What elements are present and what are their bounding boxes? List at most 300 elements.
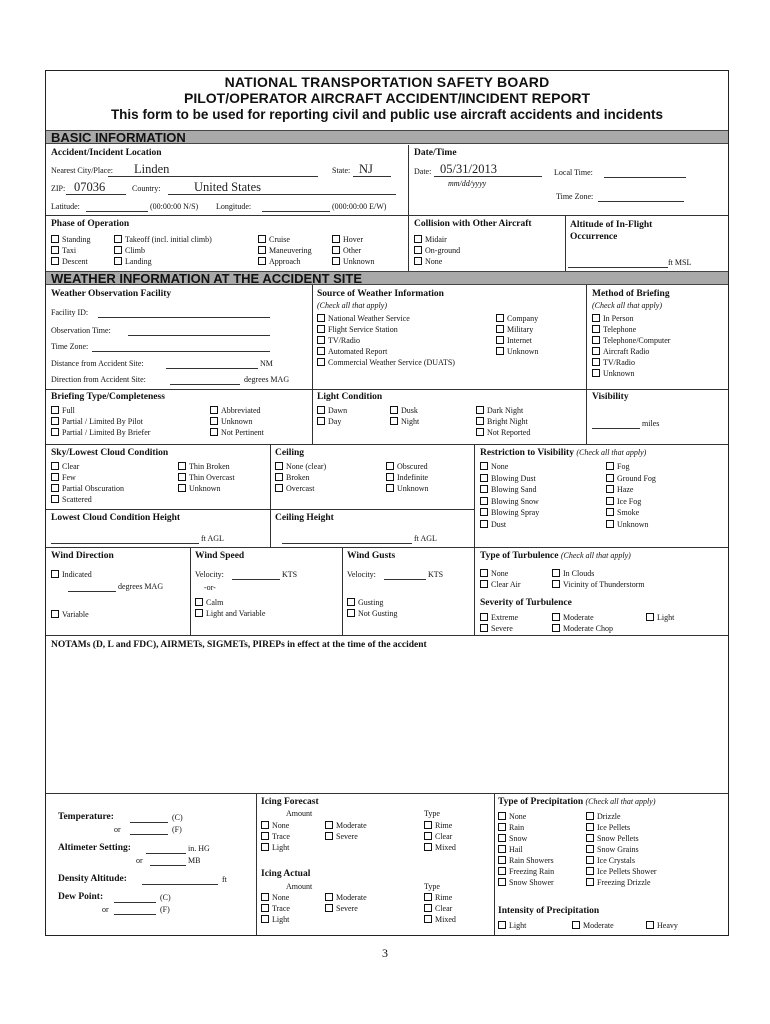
tv-radio-checkbox[interactable] [592, 357, 635, 368]
checkbox-box[interactable] [210, 417, 218, 425]
checkbox-box[interactable] [325, 893, 333, 901]
checkbox-box[interactable] [586, 812, 594, 820]
checkbox-box[interactable] [317, 358, 325, 366]
checkbox-box[interactable] [261, 915, 269, 923]
checkbox-box[interactable] [424, 893, 432, 901]
checkbox-box[interactable] [480, 624, 488, 632]
mixed-checkbox[interactable] [424, 842, 456, 853]
density-ft-unit: ft [222, 875, 227, 884]
checkbox-box[interactable] [606, 508, 614, 516]
icing-actual-amount-label: Amount [286, 882, 313, 891]
snow-checkbox[interactable] [498, 833, 527, 844]
checkbox-label: Ground Fog [617, 473, 656, 483]
broken-checkbox[interactable] [275, 472, 310, 483]
checkbox-box[interactable] [606, 474, 614, 482]
automated-report-checkbox[interactable] [317, 346, 387, 357]
checkbox-box[interactable] [498, 856, 506, 864]
checkbox-box[interactable] [586, 856, 594, 864]
standing-checkbox[interactable]: Standing [51, 234, 90, 245]
zip-label: ZIP: [51, 184, 66, 193]
checkbox-box[interactable] [498, 823, 506, 831]
checkbox-label: Day [328, 417, 342, 426]
checkbox-box[interactable] [325, 832, 333, 840]
direction-unit: degrees MAG [244, 375, 290, 384]
moderate-checkbox[interactable] [325, 820, 367, 831]
ground-fog-checkbox[interactable] [606, 473, 656, 484]
vicinity-of-thunderstorm-checkbox[interactable] [552, 579, 645, 590]
rime-checkbox[interactable] [424, 892, 452, 903]
approach-checkbox[interactable]: Approach [258, 256, 301, 267]
freezing-drizzle-checkbox[interactable] [586, 877, 651, 888]
checkbox-label: Rain Showers [509, 856, 554, 865]
clear-air-checkbox[interactable] [480, 579, 521, 590]
blowing-dust-checkbox[interactable] [480, 473, 536, 484]
checkbox-box[interactable] [414, 257, 422, 265]
checkbox-box[interactable] [480, 580, 488, 588]
in-person-checkbox[interactable] [592, 313, 633, 324]
altimeter-inhg-unit: in. HG [188, 844, 210, 853]
trace-checkbox[interactable] [261, 831, 290, 842]
local-time-label: Local Time: [554, 168, 593, 177]
checkbox-box[interactable] [552, 624, 560, 632]
checkbox-box[interactable] [586, 867, 594, 875]
unknown-checkbox[interactable] [210, 416, 253, 427]
checkbox-box[interactable] [386, 473, 394, 481]
checkbox-box[interactable] [51, 406, 59, 414]
night-checkbox[interactable] [390, 416, 419, 427]
checkbox-box[interactable] [606, 462, 614, 470]
checkbox-box[interactable] [572, 921, 580, 929]
checkbox-box[interactable] [480, 613, 488, 621]
mixed-checkbox[interactable] [424, 914, 456, 925]
checkbox-label: Clear [435, 832, 453, 841]
checkbox-box[interactable] [586, 878, 594, 886]
checkbox-box[interactable] [51, 428, 59, 436]
longitude-label: Longitude: [216, 202, 252, 211]
checkbox-box[interactable] [317, 336, 325, 344]
lowest-cloud-unit: ft AGL [201, 534, 224, 543]
checkbox-box[interactable] [275, 473, 283, 481]
unknown-checkbox[interactable] [606, 519, 649, 530]
none-checkbox[interactable] [261, 820, 289, 831]
telephone-checkbox[interactable] [592, 324, 636, 335]
indefinite-checkbox[interactable] [386, 472, 428, 483]
fog-checkbox[interactable] [606, 461, 629, 472]
snow-shower-checkbox[interactable] [498, 877, 554, 888]
checkbox-box[interactable] [586, 823, 594, 831]
checkbox-box[interactable] [498, 834, 506, 842]
checkbox-box[interactable] [51, 484, 59, 492]
partial-limited-by-briefer-checkbox[interactable] [51, 427, 150, 438]
checkbox-label: Thin Overcast [189, 473, 235, 482]
dusk-checkbox[interactable] [390, 405, 418, 416]
extreme-checkbox[interactable] [480, 612, 518, 623]
checkbox-box[interactable] [51, 473, 59, 481]
clear-checkbox[interactable] [424, 903, 452, 914]
checkbox-box[interactable] [480, 485, 488, 493]
internet-checkbox[interactable] [496, 335, 532, 346]
unknown-checkbox[interactable] [496, 346, 539, 357]
checkbox-label: Clear [435, 904, 453, 913]
on-ground-checkbox[interactable] [414, 245, 460, 256]
none-checkbox[interactable] [498, 811, 526, 822]
facility-id-label: Facility ID: [51, 308, 89, 317]
checkbox-label: Ice Crystals [597, 856, 635, 865]
checkbox-box[interactable] [178, 484, 186, 492]
checkbox-label: Drizzle [597, 812, 621, 821]
date-format: mm/dd/yyyy [448, 179, 487, 188]
clear-checkbox[interactable] [51, 461, 79, 472]
ceiling-height-unit: ft AGL [414, 534, 437, 543]
checkbox-box[interactable] [390, 417, 398, 425]
moderate-checkbox[interactable] [572, 920, 614, 931]
abbreviated-checkbox[interactable] [210, 405, 261, 416]
checkbox-label: Night [401, 417, 420, 426]
unknown-checkbox[interactable] [178, 483, 221, 494]
ice-fog-checkbox[interactable] [606, 496, 641, 507]
descent-checkbox[interactable]: Descent [51, 256, 88, 267]
agency-title: NATIONAL TRANSPORTATION SAFETY BOARD [224, 74, 550, 90]
wind-speed-title: Wind Speed [195, 551, 245, 561]
checkbox-box[interactable] [592, 336, 600, 344]
checkbox-box[interactable] [552, 569, 560, 577]
checkbox-box[interactable] [424, 832, 432, 840]
checkbox-box[interactable] [275, 484, 283, 492]
checkbox-label: Trace [272, 832, 290, 841]
turbulence-title: Type of Turbulence (Check all that apply) [480, 551, 631, 561]
checkbox-box[interactable] [424, 843, 432, 851]
unknown-checkbox[interactable] [592, 368, 635, 379]
notams-text-area[interactable] [51, 655, 721, 789]
checkbox-label: Snow Shower [509, 878, 554, 887]
dew-c-unit: (C) [160, 893, 171, 902]
not-gusting-checkbox[interactable]: Not Gusting [347, 608, 397, 619]
checkbox-label: None [491, 569, 509, 578]
light-checkbox[interactable] [261, 914, 289, 925]
checkbox-label: None (clear) [286, 462, 327, 471]
state-value[interactable]: NJ [359, 162, 373, 176]
checkbox-box[interactable] [317, 314, 325, 322]
checkbox-box[interactable] [606, 520, 614, 528]
dust-checkbox[interactable] [480, 519, 506, 530]
checkbox-box[interactable] [424, 915, 432, 923]
checkbox-label: Automated Report [328, 347, 388, 356]
checkbox-label: Overcast [286, 484, 315, 493]
clear-checkbox[interactable] [424, 831, 452, 842]
latitude-format: (00:00:00 N/S) [150, 202, 199, 211]
scattered-checkbox[interactable] [51, 494, 92, 505]
none-checkbox[interactable] [414, 256, 442, 267]
ice-crystals-checkbox[interactable] [586, 855, 635, 866]
checkbox-box[interactable] [606, 497, 614, 505]
checkbox-box[interactable] [552, 613, 560, 621]
checkbox-box[interactable] [424, 904, 432, 912]
aircraft-radio-checkbox[interactable] [592, 346, 649, 357]
checkbox-label: Partial / Limited By Briefer [62, 428, 151, 437]
cruise-checkbox[interactable]: Cruise [258, 234, 290, 245]
checkbox-box[interactable] [261, 832, 269, 840]
hail-checkbox[interactable] [498, 844, 523, 855]
checkbox-box[interactable] [210, 428, 218, 436]
tv-radio-checkbox[interactable] [317, 335, 360, 346]
checkbox-box[interactable] [386, 462, 394, 470]
checkbox-box[interactable] [606, 485, 614, 493]
checkbox-label: Unknown [617, 519, 649, 529]
drizzle-checkbox[interactable] [586, 811, 621, 822]
wind-speed-velocity-label: Velocity: [195, 570, 224, 579]
checkbox-box[interactable] [496, 347, 504, 355]
checkbox-box[interactable] [480, 569, 488, 577]
in-clouds-checkbox[interactable] [552, 568, 594, 579]
none-checkbox[interactable] [480, 461, 508, 472]
climb-checkbox[interactable]: Climb [114, 245, 145, 256]
ice-pellets-shower-checkbox[interactable] [586, 866, 657, 877]
wind-gusts-title: Wind Gusts [347, 551, 396, 561]
moderate-checkbox[interactable] [325, 892, 367, 903]
severity-light-checkbox[interactable]: Light [646, 612, 674, 623]
icing-forecast-title: Icing Forecast [261, 797, 319, 807]
notams-title: NOTAMs (D, L and FDC), AIRMETs, SIGMETs, PIREPs in effect at the time of the accident [51, 640, 427, 650]
indicated-checkbox[interactable]: Indicated [51, 569, 92, 580]
checkbox-box[interactable] [317, 406, 325, 414]
light-checkbox[interactable] [498, 920, 526, 931]
rime-checkbox[interactable] [424, 820, 452, 831]
checkbox-label: TV/Radio [603, 358, 635, 367]
moderate-chop-checkbox[interactable] [552, 623, 613, 634]
checkbox-label: Ice Fog [617, 496, 642, 506]
snow-pellets-checkbox[interactable] [586, 833, 639, 844]
dark-night-checkbox[interactable] [476, 405, 523, 416]
severe-checkbox[interactable] [325, 831, 358, 842]
direction-label: Direction from Accident Site: [51, 375, 146, 384]
haze-checkbox[interactable] [606, 484, 633, 495]
checkbox-box[interactable] [210, 406, 218, 414]
rain-showers-checkbox[interactable] [498, 855, 554, 866]
midair-checkbox[interactable] [414, 234, 447, 245]
checkbox-box[interactable] [51, 462, 59, 470]
day-checkbox[interactable] [317, 416, 341, 427]
company-checkbox[interactable] [496, 313, 538, 324]
thin-broken-checkbox[interactable] [178, 461, 230, 472]
checkbox-box[interactable] [592, 358, 600, 366]
partial-limited-by-pilot-checkbox[interactable] [51, 416, 143, 427]
freezing-rain-checkbox[interactable] [498, 866, 554, 877]
rain-checkbox[interactable] [498, 822, 524, 833]
checkbox-box[interactable] [498, 867, 506, 875]
icing-actual-title: Icing Actual [261, 869, 311, 879]
blowing-snow-checkbox[interactable] [480, 496, 539, 507]
ceiling-title: Ceiling [275, 448, 305, 458]
icing-actual-type-label: Type [424, 882, 440, 891]
variable-checkbox[interactable]: Variable [51, 609, 89, 620]
checkbox-box[interactable] [414, 246, 422, 254]
ceiling-height-title: Ceiling Height [275, 513, 334, 523]
checkbox-box[interactable] [275, 462, 283, 470]
blowing-sand-checkbox[interactable] [480, 484, 537, 495]
checkbox-box[interactable] [496, 314, 504, 322]
checkbox-box[interactable] [586, 845, 594, 853]
thin-overcast-checkbox[interactable] [178, 472, 235, 483]
wind-direction-title: Wind Direction [51, 551, 114, 561]
date-value[interactable]: 05/31/2013 [440, 162, 497, 176]
snow-grains-checkbox[interactable] [586, 844, 639, 855]
takeoff-incl-initial-climb-checkbox[interactable]: Takeoff (incl. initial climb) [114, 234, 212, 245]
section-basic-information: BASIC INFORMATION [46, 130, 728, 144]
checkbox-label: Dark Night [487, 406, 524, 415]
checkbox-box[interactable] [386, 484, 394, 492]
military-checkbox[interactable] [496, 324, 533, 335]
checkbox-box[interactable] [496, 336, 504, 344]
severity-title: Severity of Turbulence [480, 598, 572, 608]
lowest-cloud-title: Lowest Cloud Condition Height [51, 513, 181, 523]
light-checkbox[interactable] [261, 842, 289, 853]
checkbox-label: Blowing Snow [491, 496, 539, 506]
checkbox-label: Trace [272, 904, 290, 913]
taxi-checkbox[interactable]: Taxi [51, 245, 76, 256]
checkbox-box[interactable] [325, 821, 333, 829]
checkbox-box[interactable] [646, 921, 654, 929]
telephone-computer-checkbox[interactable] [592, 335, 670, 346]
checkbox-label: Unknown [603, 369, 635, 378]
checkbox-label: Heavy [657, 921, 678, 930]
hover-checkbox[interactable]: Hover [332, 234, 363, 245]
checkbox-label: Freezing Rain [509, 867, 555, 876]
country-value[interactable]: United States [194, 180, 262, 194]
checkbox-box[interactable] [424, 821, 432, 829]
altitude-unit: ft MSL [668, 258, 692, 267]
checkbox-box[interactable] [480, 508, 488, 516]
few-checkbox[interactable] [51, 472, 76, 483]
checkbox-label: Snow [509, 834, 528, 843]
checkbox-box[interactable] [498, 921, 506, 929]
commercial-weather-service-duats-checkbox[interactable] [317, 357, 455, 368]
calm-checkbox[interactable]: Calm [195, 597, 223, 608]
severe-checkbox[interactable] [325, 903, 358, 914]
state-label: State: [332, 166, 351, 175]
not-reported-checkbox[interactable] [476, 427, 530, 438]
unknown-checkbox[interactable] [386, 483, 429, 494]
light-variable-checkbox[interactable]: Light and Variable [195, 608, 265, 619]
flight-service-station-checkbox[interactable] [317, 324, 398, 335]
checkbox-label: Thin Broken [189, 462, 230, 471]
wind-gusts-unit: KTS [428, 570, 444, 579]
checkbox-box[interactable] [178, 473, 186, 481]
checkbox-box[interactable] [476, 428, 484, 436]
smoke-checkbox[interactable] [606, 507, 639, 518]
blowing-spray-checkbox[interactable] [480, 507, 539, 518]
checkbox-box[interactable] [496, 325, 504, 333]
checkbox-label: Haze [617, 485, 634, 494]
checkbox-box[interactable] [498, 878, 506, 886]
wind-speed-unit: KTS [282, 570, 298, 579]
landing-checkbox[interactable]: Landing [114, 256, 152, 267]
severe-checkbox[interactable] [480, 623, 513, 634]
overcast-checkbox[interactable] [275, 483, 314, 494]
checkbox-box[interactable] [317, 417, 325, 425]
checkbox-box[interactable] [498, 845, 506, 853]
checkbox-box[interactable] [390, 406, 398, 414]
checkbox-label: Smoke [617, 508, 640, 517]
wx-facility-title: Weather Observation Facility [51, 289, 172, 299]
checkbox-box[interactable] [476, 417, 484, 425]
checkbox-label: Mixed [435, 843, 456, 852]
checkbox-label: None [425, 257, 443, 266]
checkbox-label: Not Pertinent [221, 428, 264, 437]
checkbox-box[interactable] [414, 235, 422, 243]
obscured-checkbox[interactable] [386, 461, 428, 472]
not-pertinent-checkbox[interactable] [210, 427, 264, 438]
checkbox-box[interactable] [317, 347, 325, 355]
maneuvering-checkbox[interactable]: Maneuvering [258, 245, 312, 256]
checkbox-box[interactable] [480, 462, 488, 470]
checkbox-box[interactable] [592, 347, 600, 355]
checkbox-box[interactable] [476, 406, 484, 414]
checkbox-box[interactable] [261, 821, 269, 829]
checkbox-box[interactable] [51, 417, 59, 425]
checkbox-label: Few [62, 473, 76, 482]
checkbox-box[interactable] [592, 314, 600, 322]
checkbox-box[interactable] [317, 325, 325, 333]
bright-night-checkbox[interactable] [476, 416, 528, 427]
partial-obscuration-checkbox[interactable] [51, 483, 124, 494]
zip-value[interactable]: 07036 [74, 180, 106, 194]
ice-pellets-checkbox[interactable] [586, 822, 630, 833]
trace-checkbox[interactable] [261, 903, 290, 914]
checkbox-label: TV/Radio [328, 336, 360, 345]
checkbox-label: Moderate [336, 821, 367, 830]
density-altitude-label: Density Altitude: [58, 874, 127, 884]
heavy-checkbox[interactable] [646, 920, 678, 931]
other-checkbox[interactable]: Other [332, 245, 361, 256]
checkbox-box[interactable] [480, 497, 488, 505]
checkbox-label: Telephone/Computer [603, 336, 671, 345]
national-weather-service-checkbox[interactable] [317, 313, 410, 324]
checkbox-box[interactable] [552, 580, 560, 588]
unknown-checkbox[interactable]: Unknown [332, 256, 375, 267]
visibility-title: Visibility [592, 392, 629, 402]
checkbox-box[interactable] [261, 843, 269, 851]
checkbox-label: None [491, 462, 509, 471]
none-clear-checkbox[interactable] [275, 461, 326, 472]
checkbox-label: Scattered [62, 495, 92, 504]
checkbox-box[interactable] [261, 893, 269, 901]
checkbox-box[interactable] [592, 325, 600, 333]
checkbox-box[interactable] [178, 462, 186, 470]
checkbox-box[interactable] [592, 369, 600, 377]
checkbox-box[interactable] [480, 474, 488, 482]
none-checkbox[interactable] [261, 892, 289, 903]
nearest-city-value[interactable]: Linden [134, 162, 170, 176]
gusting-checkbox[interactable]: Gusting [347, 597, 383, 608]
icing-forecast-type-label: Type [424, 809, 440, 818]
latitude-label: Latitude: [51, 202, 80, 211]
checkbox-label: National Weather Service [328, 314, 410, 323]
dew-or: or [102, 905, 109, 914]
checkbox-box[interactable] [261, 904, 269, 912]
dawn-checkbox[interactable] [317, 405, 347, 416]
checkbox-box[interactable] [325, 904, 333, 912]
checkbox-box[interactable] [480, 520, 488, 528]
checkbox-label: Moderate [336, 893, 367, 902]
checkbox-label: Military [507, 325, 534, 334]
checkbox-box[interactable] [51, 495, 59, 503]
accident-report-form [45, 70, 729, 936]
moderate-checkbox[interactable] [552, 612, 594, 623]
checkbox-box[interactable] [498, 812, 506, 820]
none-checkbox[interactable] [480, 568, 508, 579]
full-checkbox[interactable] [51, 405, 75, 416]
checkbox-box[interactable] [586, 834, 594, 842]
